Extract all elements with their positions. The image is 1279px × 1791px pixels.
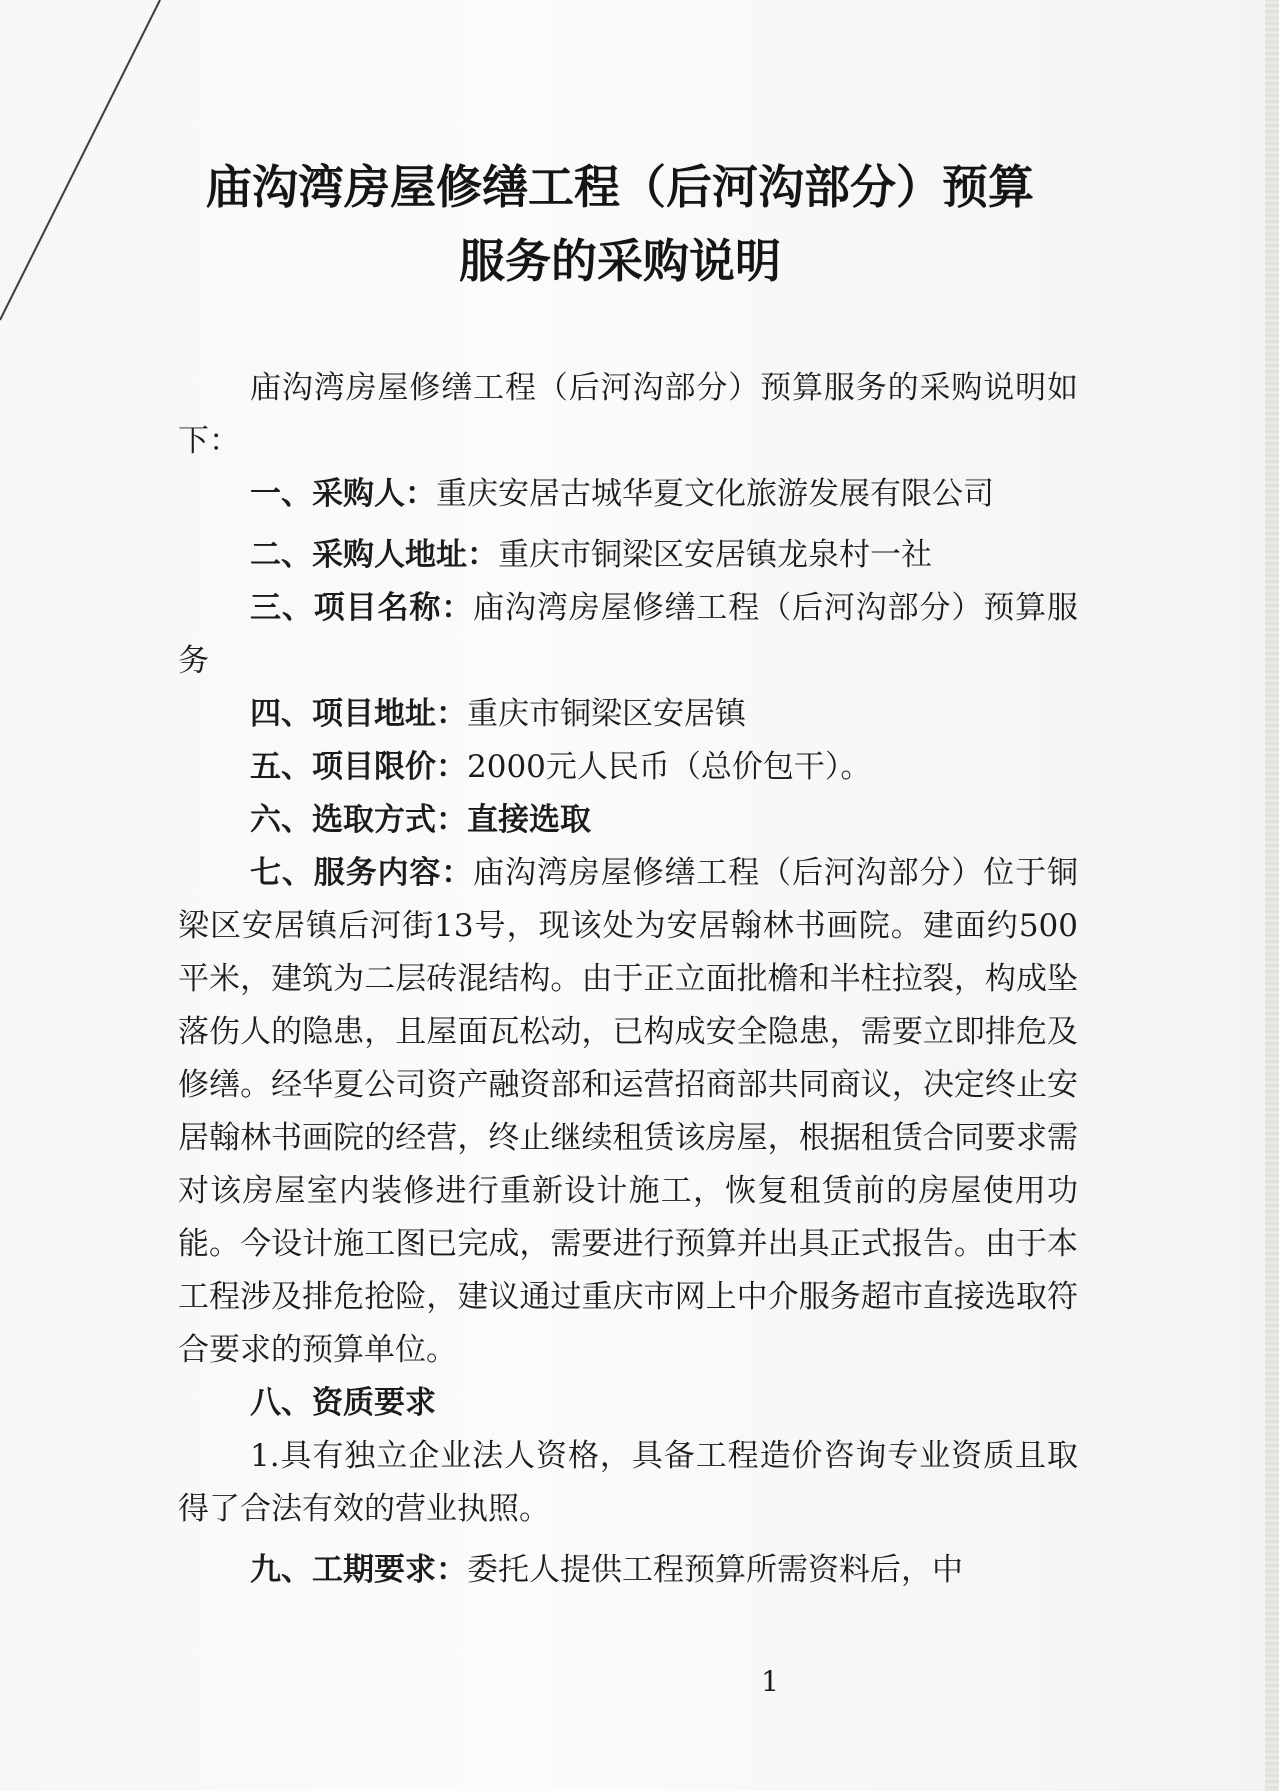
section-label: 三、项目名称： — [250, 590, 474, 626]
qualification-item-1 — [178, 1430, 1078, 1536]
document-title — [120, 150, 1120, 298]
section-text: 委托人提供工程预算所需资料后，中 — [467, 1552, 963, 1588]
section-text: 庙沟湾房屋修缮工程（后河沟部分）位于铜梁区安居镇后河街13号，现该处为安居翰林书画院。建面约500平米，建筑为二层砖混结构。由于正立面批檐和半柱拉裂，构成坠落伤人的隐患，且屋面瓦松动，已构成安全隐患，需要立即排危及修缮。经华夏公司资产融资部和运营招商部共同商议，决定终止安居翰林书画院的经营，终止继续租赁该房屋，根据租赁合同要求需对该房屋室内装修进行重新设计施工，恢复租赁前的房屋使用功能。今设计施工图已完成，需要进行预算并出具正式报告。由于本工程涉及排危抢险，建议通过重庆市网上中介服务超市直接选取符合要求的预算单位。 — [178, 855, 1079, 1368]
page-number: 1 — [761, 1665, 779, 1698]
section-service-content — [178, 847, 1078, 1377]
section-project-address — [178, 688, 1078, 741]
section-label: 五、项目限价： — [250, 749, 467, 785]
section-label: 九、工期要求： — [250, 1552, 467, 1588]
intro-paragraph: 庙沟湾房屋修缮工程（后河沟部分）预算服务的采购说明如下： — [178, 370, 1078, 459]
section-schedule — [178, 1544, 1078, 1597]
scan-edge-shadow — [1265, 0, 1279, 1791]
section-selection-method — [178, 794, 1078, 847]
section-text: 2000元人民币（总价包干）。 — [467, 749, 872, 785]
section-label: 六、选取方式： — [250, 802, 467, 838]
section-label: 一、采购人： — [250, 476, 436, 512]
section-text: 重庆安居古城华夏文化旅游发展有限公司 — [436, 476, 994, 512]
section-label: 四、项目地址： — [250, 696, 467, 732]
title-line-1: 庙沟湾房屋修缮工程（后河沟部分）预算 — [206, 160, 1034, 214]
section-purchaser-address — [178, 529, 1078, 582]
document-body — [178, 362, 1078, 1597]
section-text: 1.具有独立企业法人资格，具备工程造价咨询专业资质且取得了合法有效的营业执照。 — [178, 1438, 1078, 1527]
section-purchaser — [178, 468, 1078, 521]
section-text: 重庆市铜梁区安居镇 — [467, 696, 746, 732]
section-text: 庙沟湾房屋修缮工程（后河沟部分）预算服务 — [178, 590, 1079, 679]
section-text: 重庆市铜梁区安居镇龙泉村一社 — [498, 537, 932, 573]
title-line-2: 服务的采购说明 — [459, 234, 781, 288]
section-text: 直接选取 — [467, 802, 591, 838]
section-label: 八、资质要求 — [250, 1385, 436, 1421]
section-project-name — [178, 582, 1078, 688]
section-qualification — [178, 1377, 1078, 1430]
section-label: 七、服务内容： — [250, 855, 474, 891]
section-price-limit — [178, 741, 1078, 794]
section-label: 二、采购人地址： — [250, 537, 498, 573]
